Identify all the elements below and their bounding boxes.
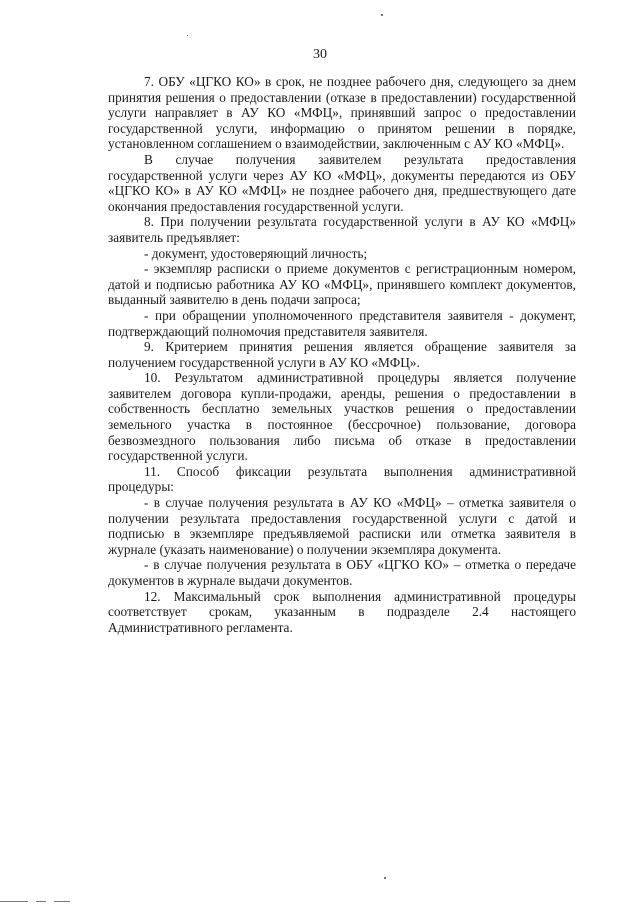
list-item-receipt-copy: - экземпляр расписки о приеме документов с регистрационным номером, датой и подписью работника АУ КО «МФЦ», принявшего комплект документов, выданный заявителю в день подачи запроса; [108,261,576,308]
scan-speck [187,35,188,36]
paragraph-11: 11. Способ фиксации результата выполнения административной процедуры: [108,463,576,495]
scan-edge-mark [54,901,70,902]
paragraph-8: 8. При получении результата государственной услуги в АУ КО «МФЦ» заявитель предъявляет: [108,214,576,245]
scan-edge-mark [0,901,28,902]
list-item-mfc-mark: - в случае получения результата в АУ КО «МФЦ» – отметка заявителя о получении результата предоставления государственной услуги с датой и подписью в экземпляре предъявляемой расписки или отметка заявителя в журнале (указать наименование) о получении экземпляра документа. [108,495,576,557]
paragraph-10: 10. Результатом административной процедуры является получение заявителем договора купли-продажи, аренды, решения о предоставлении в собственность бесплатно земельных участков решения о предоставлении земельного участка в постоянное (бессрочное) пользование, договора безвозмездного пользования либо письма об отказе в предоставлении государственной услуги. [108,370,576,464]
list-item-identity-document: - документ, удостоверяющий личность; [144,245,368,261]
scan-edge-mark [36,901,46,902]
document-body [108,74,576,635]
scan-speck [384,877,386,879]
list-item-representative-authority: - при обращении уполномоченного представителя заявителя - документ, подтверждающий полномочия представителя заявителя. [108,307,576,339]
paragraph-7-delivery: В случае получения заявителем результата предоставления государственной услуги через АУ КО «МФЦ», документы передаются из ОБУ «ЦГКО КО» в АУ КО «МФЦ» не позднее рабочего дня, предшествующего дате окончания предоставления государственной услуги. [108,151,576,214]
paragraph-9: 9. Критерием принятия решения является обращение заявителя за получением государственной услуги в АУ КО «МФЦ». [108,339,576,370]
list-item-cgko-mark: - в случае получения результата в ОБУ «ЦГКО КО» – отметка о передаче документов в журнале выдачи документов. [108,557,576,588]
page-number: 30 [313,47,327,62]
scan-speck [381,14,383,16]
paragraph-12: 12. Максимальный срок выполнения административной процедуры соответствует срокам, указанным в подразделе 2.4 настоящего Административного регламента. [108,588,576,635]
paragraph-7: 7. ОБУ «ЦГКО КО» в срок, не позднее рабочего дня, следующего за днем принятия решения о предоставлении (отказе в предоставлении) государственной услуги направляет в АУ КО «МФЦ», принявший запрос о предоставлении государственной услуги, информацию о принятом решении в порядке, установленном соглашением о взаимодействии, заключенным с АУ КО «МФЦ». [108,74,576,152]
